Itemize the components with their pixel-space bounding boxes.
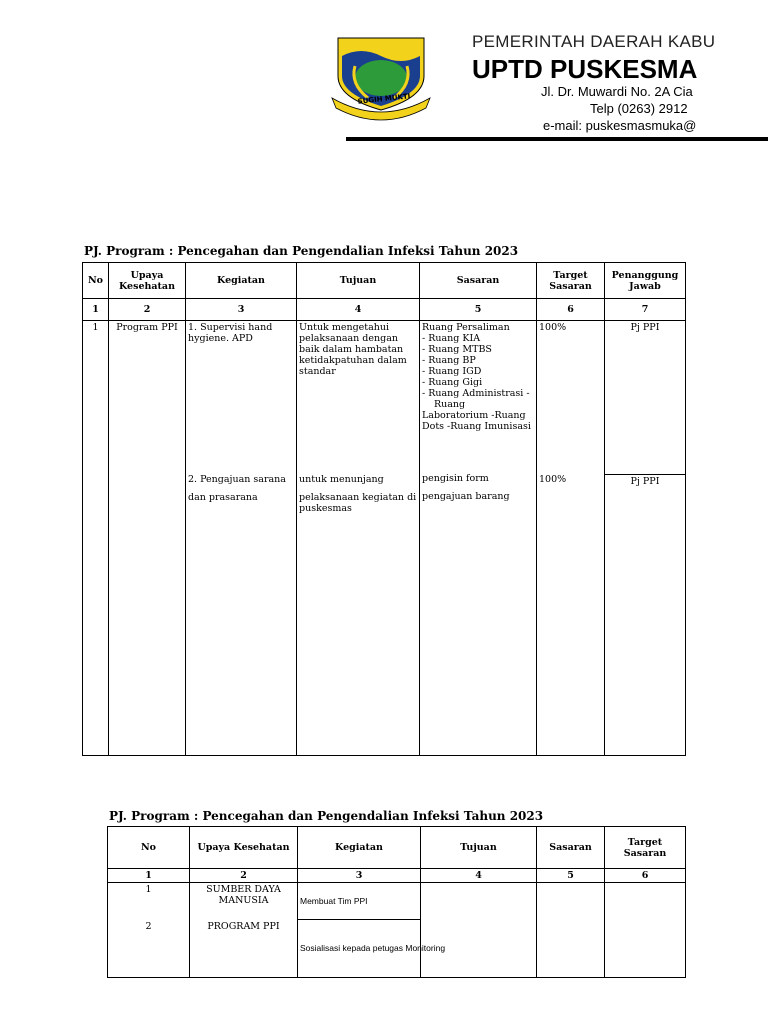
row-no: 1 xyxy=(83,321,109,756)
kegiatan-2b: dan prasarana xyxy=(188,492,258,503)
row-target xyxy=(605,883,686,978)
sasaran-item: - Ruang Gigi xyxy=(422,377,483,388)
sasaran-item: Laboratorium -Ruang xyxy=(422,410,526,421)
header-email: e-mail: puskesmasmuka@ xyxy=(543,118,697,133)
pj-1: Pj PPI xyxy=(605,321,685,475)
header-sasaran: Sasaran xyxy=(420,263,537,299)
table2-title: PJ. Program : Pencegahan dan Pengendalian Infeksi Tahun 2023 xyxy=(109,809,544,823)
colnum: 3 xyxy=(186,299,297,321)
row-no: 2 xyxy=(108,920,190,978)
regency-logo xyxy=(328,36,434,116)
row-kegiatan: Sosialisasi kepada petugas Monitoring xyxy=(298,920,421,978)
header-upaya: Upaya Kesehatan xyxy=(109,263,186,299)
pj-2: Pj PPI xyxy=(630,476,660,487)
colnum: 4 xyxy=(421,869,537,883)
colnum: 5 xyxy=(537,869,605,883)
target-2: 100% xyxy=(539,474,567,485)
header-tujuan: Tujuan xyxy=(421,827,537,869)
row-kegiatan xyxy=(186,321,297,756)
row-kegiatan: Membuat Tim PPI xyxy=(298,883,421,920)
table1-title: PJ. Program : Pencegahan dan Pengendalian Infeksi Tahun 2023 xyxy=(84,244,519,258)
colnum: 6 xyxy=(537,299,605,321)
header-tujuan: Tujuan xyxy=(297,263,420,299)
row-upaya: SUMBER DAYA MANUSIA xyxy=(190,883,298,920)
tujuan-2b: pelaksanaan kegiatan di puskesmas xyxy=(299,492,417,514)
row-target xyxy=(537,321,605,756)
header-pj: Penanggung Jawab xyxy=(605,263,686,299)
header-upaya: Upaya Kesehatan xyxy=(190,827,298,869)
colnum: 6 xyxy=(605,869,686,883)
sasaran-2b: pengajuan barang xyxy=(422,491,510,502)
colnum: 2 xyxy=(190,869,298,883)
sasaran-2a: pengisin form xyxy=(422,473,489,484)
header-target: Target Sasaran xyxy=(537,263,605,299)
sasaran-item: - Ruang KIA xyxy=(422,333,481,344)
header-phone: Telp (0263) 2912 xyxy=(590,101,688,116)
kegiatan-2a: 2. Pengajuan sarana xyxy=(188,474,286,485)
tujuan-1: Untuk mengetahui pelaksanaan dengan baik dalam hambatan ketidakpatuhan dalam standar xyxy=(299,322,407,377)
sasaran-item: - Ruang IGD xyxy=(422,366,482,377)
letterhead xyxy=(0,0,716,160)
tujuan-2a: untuk menunjang xyxy=(299,474,384,485)
table-row xyxy=(83,321,686,756)
header-kegiatan: Kegiatan xyxy=(186,263,297,299)
row-upaya: PROGRAM PPI xyxy=(190,920,298,978)
sasaran-item: - Ruang BP xyxy=(422,355,476,366)
row-sasaran xyxy=(537,883,605,978)
logo-motto: SUGIH MUKTI xyxy=(357,92,411,106)
colnum: 7 xyxy=(605,299,686,321)
sasaran-item: Ruang xyxy=(434,399,466,410)
row-no: 1 xyxy=(108,883,190,920)
table-row xyxy=(108,883,686,920)
row-pj xyxy=(605,321,686,756)
header-address: Jl. Dr. Muwardi No. 2A Cia xyxy=(541,84,693,99)
row-tujuan xyxy=(297,321,420,756)
header-target: Target Sasaran xyxy=(605,827,686,869)
colnum: 3 xyxy=(298,869,421,883)
colnum: 2 xyxy=(109,299,186,321)
header-no: No xyxy=(108,827,190,869)
sasaran-item: Dots -Ruang Imunisasi xyxy=(422,421,531,432)
header-no: No xyxy=(83,263,109,299)
kegiatan-1: 1. Supervisi hand hygiene. APD xyxy=(188,322,273,344)
header-kegiatan: Kegiatan xyxy=(298,827,421,869)
table2 xyxy=(107,826,686,978)
header-rule xyxy=(346,137,768,141)
row-sasaran xyxy=(420,321,537,756)
row-upaya: Program PPI xyxy=(109,321,186,756)
header-government: PEMERINTAH DAERAH KABU xyxy=(472,32,716,51)
row-tujuan xyxy=(421,883,537,978)
table1 xyxy=(82,262,686,756)
sasaran-item: - Ruang Administrasi - xyxy=(422,388,530,399)
colnum: 1 xyxy=(108,869,190,883)
colnum: 5 xyxy=(420,299,537,321)
sasaran-item: Ruang Persaliman xyxy=(422,322,510,333)
header-institution: UPTD PUSKESMA xyxy=(472,54,698,84)
target-1: 100% xyxy=(539,322,567,333)
colnum: 4 xyxy=(297,299,420,321)
header-sasaran: Sasaran xyxy=(537,827,605,869)
sasaran-item: - Ruang MTBS xyxy=(422,344,492,355)
colnum: 1 xyxy=(83,299,109,321)
